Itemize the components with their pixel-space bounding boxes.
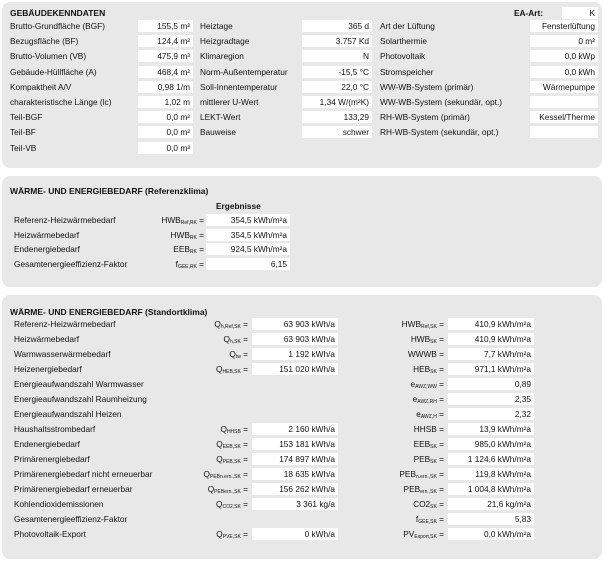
site-row-value: 153 181 kWh/a [252, 438, 338, 450]
climate-value: 3.757 Kd [302, 35, 372, 47]
reference-climate-section [2, 176, 602, 287]
ref-row-label: Endenergiebedarf [14, 244, 80, 254]
geometry-label: Brutto-Volumen (VB) [10, 51, 87, 62]
geometry-label: Kompaktheit A/V [10, 81, 72, 92]
site-row-specific-symbol-main: CO2 [413, 499, 431, 509]
site-row-symbol-sub: CO2,SK [222, 504, 241, 510]
site-row-label: Heizwärmebedarf [14, 334, 80, 344]
site-row-symbol: $Q_{PVE,SK}$ = [216, 529, 248, 540]
site-row-specific-symbol-main: f [415, 514, 419, 524]
climate-label: Heizgradtage [200, 36, 250, 47]
site-row-symbol-sub: PEB,SK [222, 459, 241, 465]
site-row-specific-symbol-main: PV [403, 529, 415, 539]
site-row-label: Energieaufwandszahl Heizen [14, 409, 122, 419]
geometry-label: charakteristische Länge (lc) [10, 97, 112, 107]
site-row-symbol-sub: PVE,SK [222, 534, 241, 540]
ref-row-symbol-sub: RK [189, 234, 197, 241]
site-row-specific-symbol-sub: SK [430, 339, 437, 345]
climate-value: schwer [302, 126, 372, 138]
climate-label: Soll-Innentemperatur [200, 81, 278, 92]
ref-row-symbol: $EEB_{RK}$ = [173, 244, 204, 255]
building-data-title: GEBÄUDEKENNDATEN [10, 8, 106, 18]
climate-value: 133,29 [302, 111, 372, 123]
site-row-specific-symbol: $PEB_{SK}$ = [413, 454, 444, 465]
ref-row-label: Heizwärmebedarf [14, 229, 80, 240]
site-row-specific-value: 2,32 [448, 408, 534, 420]
site-row-specific-value: 13,9 kWh/m²a [448, 423, 534, 435]
site-row-specific-symbol: $e_{AWZ,H}$ = [416, 409, 444, 420]
ref-row-value: 6,15 [206, 258, 290, 270]
climate-label: Bauweise [200, 127, 236, 138]
geometry-value: 0,0 m³ [138, 142, 193, 154]
site-row-specific-symbol-sub: SK [430, 504, 437, 510]
site-row-specific-value: 7,7 kWh/m²a [448, 348, 534, 360]
site-row-symbol-sub: HHSB [226, 429, 241, 435]
ea-art-value: K [562, 7, 598, 19]
site-row-symbol-sub: h,Ref,SK [220, 324, 241, 330]
site-row-value: 1 192 kWh/a [252, 348, 338, 360]
geometry-label: Teil-VB [10, 142, 37, 153]
site-row-symbol-main: Q [216, 499, 223, 509]
site-row-symbol: $Q_{h,Ref,SK}$ = [214, 319, 248, 330]
results-header: Ergebnisse [216, 201, 261, 211]
ref-row-value: 924,5 kWh/m²a [206, 243, 290, 255]
ref-row-symbol: $f_{GEE,RK}$ = [175, 258, 204, 270]
site-row-label: Photovoltaik-Export [14, 529, 86, 539]
site-row-specific-symbol-sub: SK [430, 459, 437, 465]
site-row-symbol-main: Q [214, 319, 221, 329]
site-row-specific-value: 985,0 kWh/m²a [448, 438, 534, 450]
ref-row-value: 354,5 kWh/m²a [206, 229, 290, 241]
site-row-symbol-sub: PEBern.,SK [214, 489, 241, 495]
site-row-label: Kohlendioxidemissionen [14, 499, 104, 509]
system-label: RH-WB-System (sekundär, opt.) [380, 127, 499, 138]
site-row-specific-symbol-sub: AWZ,RH [417, 399, 437, 405]
site-row-value: 18 635 kWh/a [252, 468, 338, 480]
site-row-label: Haushaltsstrombedarf [14, 424, 96, 434]
site-row-specific-symbol-sub: SK [430, 444, 437, 450]
ref-row-symbol-main: EEB [173, 244, 190, 254]
ref-row-symbol-main: HWB [170, 229, 190, 240]
ref-row-value: 354,5 kWh/m²a [206, 214, 290, 226]
site-row-label: Heizenergiebedarf [14, 364, 82, 374]
site-row-specific-symbol: $CO2_{SK}$ = [413, 499, 444, 510]
site-row-symbol-main: Q [220, 424, 227, 434]
system-value: Fensterlüftung [530, 20, 598, 32]
site-row-symbol-main: Q [207, 484, 215, 494]
site-row-value: 156 262 kWh/a [252, 483, 338, 495]
site-row-symbol: $Q_{HEB,SK}$ = [216, 364, 248, 375]
site-row-symbol-main: Q [216, 364, 223, 374]
site-row-value: 0 kWh/a [252, 528, 338, 540]
site-row-specific-symbol-sub: n.ern.,SK [415, 474, 437, 480]
site-row-symbol: $Q_{PEB,SK}$ = [216, 454, 248, 465]
site-row-symbol: $Q_{PEBern.,SK}$ = [207, 484, 248, 495]
site-row-label: Energieaufwandszahl Warmwasser [14, 379, 144, 389]
site-row-value: 151 020 kWh/a [252, 363, 338, 375]
site-row-specific-symbol: $HWB_{Ref,SK}$ = [401, 319, 444, 330]
system-label: Solarthermie [380, 36, 428, 47]
site-row-label: Gesamtenergieeffizienz-Faktor [14, 514, 128, 524]
site-row-specific-symbol-main: PEB [413, 454, 431, 464]
site-row-symbol-main: Q [216, 454, 223, 464]
site-row-symbol: $Q_{CO2,SK}$ = [216, 499, 248, 510]
site-climate-title: WÄRME- UND ENERGIEBEDARF (Standortklima) [10, 307, 208, 317]
site-row-specific-symbol-main: WWWB [407, 349, 437, 359]
site-row-specific-symbol-main: HEB [413, 364, 431, 374]
site-row-symbol-main: Q [203, 469, 210, 479]
site-row-specific-symbol-sub: AWZ,H [420, 414, 437, 420]
site-row-specific-symbol: $e_{AWZ,RH}$ = [412, 394, 444, 405]
site-row-symbol-main: Q [216, 439, 223, 449]
site-row-specific-symbol-main: PEB [403, 484, 421, 494]
ref-row-symbol-main: f [175, 258, 178, 269]
site-row-specific-value: 410,9 kWh/m²a [448, 318, 534, 330]
site-row-symbol: $Q_{tw}$ = [229, 349, 248, 360]
site-row-value: 3 361 kg/a [252, 498, 338, 510]
site-row-specific-symbol: $PV_{Export,SK}$ = [403, 529, 444, 540]
ref-row-symbol: $HWB_{Ref,RK}$ = [161, 215, 204, 226]
site-row-specific-value: 21,6 kg/m²a [448, 498, 534, 510]
site-row-specific-symbol: $PEB_{ern.,SK}$ = [403, 484, 444, 495]
site-row-label: Energieaufwandszahl Raumheizung [14, 394, 147, 404]
geometry-value: 124,4 m² [138, 35, 193, 47]
system-value: 0,0 kWp [530, 50, 598, 62]
geometry-label: Teil-BF [10, 127, 36, 138]
site-row-specific-symbol: $f_{GEE,SK}$ = [415, 514, 444, 525]
ea-art-label: EA-Art: [514, 8, 544, 18]
site-row-specific-symbol-sub: Export,SK [414, 534, 437, 540]
climate-label: mittlerer U-Wert [200, 97, 259, 107]
geometry-value: 0,0 m² [138, 126, 193, 138]
site-row-symbol-sub: h,SK [230, 339, 241, 345]
ref-row-symbol-sub: Ref,RK [180, 220, 197, 226]
geometry-value: 475,9 m³ [138, 50, 193, 62]
site-row-specific-symbol-main: HWB [410, 334, 431, 344]
site-row-symbol: $Q_{PEBn.ern.,SK}$ = [203, 469, 248, 480]
site-row-specific-symbol-sub: SK [430, 369, 437, 375]
geometry-value: 468,4 m² [138, 66, 193, 78]
geometry-label: Teil-BGF [10, 112, 43, 123]
site-climate-section [2, 295, 602, 559]
site-row-symbol-main: Q [216, 529, 223, 539]
site-row-specific-value: 1 124,6 kWh/m²a [448, 453, 534, 465]
geometry-value: 0,98 1/m [138, 81, 193, 93]
climate-label: Klimaregion [200, 51, 244, 62]
site-row-value: 63 903 kWh/a [252, 333, 338, 345]
system-value: 0,0 kWh [530, 66, 598, 78]
system-label: Art der Lüftung [380, 21, 435, 31]
site-row-symbol: $Q_{EEB,SK}$ = [216, 439, 248, 450]
site-row-specific-symbol-main: HHSB [413, 424, 437, 434]
site-row-label: Referenz-Heizwärmebedarf [14, 319, 116, 329]
climate-label: Norm-Außentemperatur [200, 66, 288, 77]
site-row-specific-symbol: $e_{AWZ,WW}$ = [410, 379, 444, 390]
system-value: Kessel/Therme [530, 111, 598, 123]
geometry-value: 155,5 m² [138, 20, 193, 32]
climate-value: 1,34 W/(m²K) [302, 96, 372, 108]
site-row-specific-symbol: $PEB_{n.ern.,SK}$ = [399, 469, 444, 480]
climate-value: 22,0 °C [302, 81, 372, 93]
system-label: RH-WB-System (primär) [380, 112, 470, 123]
site-row-specific-symbol: $HEB_{SK}$ = [413, 364, 444, 375]
ref-row-symbol-main: HWB [161, 215, 181, 225]
site-row-symbol-sub: tw [235, 354, 241, 360]
climate-label: LEKT-Wert [200, 112, 241, 123]
climate-value: 365 d [302, 20, 372, 32]
site-row-symbol: $Q_{HHSB}$ = [220, 424, 248, 435]
site-row-specific-value: 119,8 kWh/m²a [448, 468, 534, 480]
site-row-specific-symbol: WWWB = [407, 349, 444, 359]
system-label: WW-WB-System (primär) [380, 81, 474, 92]
site-row-specific-value: 1 004,8 kWh/m²a [448, 483, 534, 495]
site-row-label: Endenergiebedarf [14, 439, 80, 449]
site-row-specific-symbol-main: e [412, 394, 418, 404]
site-row-specific-symbol-main: EEB [413, 439, 431, 449]
climate-value: -15,5 °C [302, 66, 372, 78]
ref-row-symbol: $HWB_{RK}$ = [170, 229, 204, 241]
ref-row-label: Gesamtenergieeffizienz-Faktor [14, 258, 128, 269]
system-value [530, 126, 598, 138]
ref-row-symbol-sub: GEE,RK [177, 263, 197, 270]
site-row-label: Primärenergiebedarf erneuerbar [14, 484, 133, 494]
site-row-specific-value: 0,0 kWh/m²a [448, 528, 534, 540]
site-row-specific-value: 410,9 kWh/m²a [448, 333, 534, 345]
site-row-specific-symbol-sub: GEE,SK [418, 519, 437, 525]
ref-row-symbol-sub: RK [189, 249, 197, 255]
system-value [530, 96, 598, 108]
site-row-label: Primärenergiebedarf [14, 454, 90, 464]
site-row-specific-symbol-main: PEB [399, 469, 416, 479]
site-row-specific-symbol-sub: ern.,SK [420, 489, 437, 495]
site-row-specific-value: 5,83 [448, 513, 534, 525]
site-row-symbol-main: Q [229, 349, 236, 359]
site-row-label: Primärenergiebedarf nicht erneuerbar [14, 469, 153, 479]
site-row-symbol-sub: HEB,SK [222, 369, 241, 375]
site-row-specific-symbol: $HWB_{SK}$ = [410, 334, 444, 345]
geometry-label: Brutto-Grundfläche (BGF) [10, 21, 105, 31]
site-row-symbol: $Q_{h,SK}$ = [223, 334, 248, 345]
reference-climate-title: WÄRME- UND ENERGIEBEDARF (Referenzklima) [10, 186, 209, 196]
site-row-specific-symbol-sub: Ref,SK [421, 324, 437, 330]
site-row-value: 2 160 kWh/a [252, 423, 338, 435]
system-label: Photovoltaik [380, 51, 426, 62]
climate-label: Heiztage [200, 21, 233, 31]
site-row-specific-value: 2,35 [448, 393, 534, 405]
system-value: Wärmepumpe [530, 81, 598, 93]
geometry-value: 1,02 m [138, 96, 193, 108]
climate-value: N [302, 50, 372, 62]
site-row-specific-symbol-sub: AWZ,WW [415, 384, 437, 390]
site-row-specific-symbol-main: HWB [401, 319, 421, 329]
geometry-value: 0,0 m² [138, 111, 193, 123]
site-row-symbol-sub: PEBn.ern.,SK [209, 474, 241, 480]
site-row-label: Warmwasserwärmebedarf [14, 349, 111, 359]
site-row-specific-symbol-main: e [410, 379, 416, 389]
site-row-specific-value: 0,89 [448, 378, 534, 390]
system-label: WW-WB-System (sekundär, opt.) [380, 97, 503, 107]
building-data-section [2, 2, 602, 168]
geometry-label: Gebäude-Hüllfläche (A) [10, 66, 97, 77]
geometry-label: Bezugsfläche (BF) [10, 36, 79, 47]
site-row-symbol-main: Q [223, 334, 230, 344]
site-row-specific-symbol-main: e [416, 409, 421, 419]
site-row-specific-value: 971,1 kWh/m²a [448, 363, 534, 375]
ref-row-label: Referenz-Heizwärmebedarf [14, 215, 116, 225]
site-row-specific-symbol: $EEB_{SK}$ = [413, 439, 444, 450]
system-value: 0 m² [530, 35, 598, 47]
system-label: Stromspeicher [380, 66, 434, 77]
site-row-specific-symbol: HHSB = [413, 424, 444, 434]
site-row-symbol-sub: EEB,SK [222, 444, 241, 450]
site-row-value: 63 903 kWh/a [252, 318, 338, 330]
site-row-value: 174 897 kWh/a [252, 453, 338, 465]
